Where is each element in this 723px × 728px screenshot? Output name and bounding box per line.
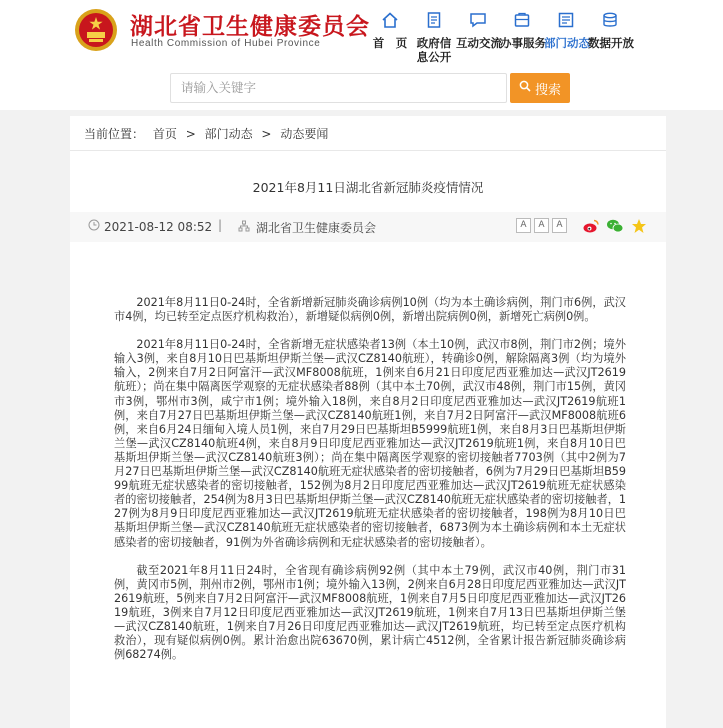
article-date: [88, 219, 212, 234]
news-icon: [544, 8, 588, 32]
nav-dept-news[interactable]: [544, 8, 588, 64]
nav-label: 数据开放: [588, 36, 634, 50]
article-body: [114, 296, 626, 676]
nav-label: 政府信息公开: [416, 36, 452, 64]
source-text: 湖北省卫生健康委员会: [256, 221, 377, 235]
nav-label: 部门动态: [544, 36, 590, 50]
national-emblem-icon[interactable]: [74, 8, 118, 52]
breadcrumb-prefix: 当前位置：: [84, 127, 145, 141]
data-icon: [588, 8, 632, 32]
nav-interaction[interactable]: [456, 8, 500, 64]
share-buttons: [582, 217, 648, 235]
search-bar: [0, 66, 723, 110]
font-size-small-button[interactable]: A: [552, 218, 567, 233]
site-header: [0, 0, 723, 66]
chat-icon: [456, 8, 500, 32]
site-title[interactable]: 湖北省卫生健康委员会: [130, 14, 370, 40]
document-icon: [412, 8, 456, 32]
service-icon: [500, 8, 544, 32]
nav-open-data[interactable]: [588, 8, 632, 64]
search-button-label: 搜索: [534, 82, 561, 98]
search-icon: [519, 80, 531, 96]
article-panel: [70, 116, 666, 728]
nav-label: 办事服务: [500, 36, 546, 50]
breadcrumb-separator: >: [261, 127, 272, 141]
nav-home[interactable]: [368, 8, 412, 64]
nav-services[interactable]: [500, 8, 544, 64]
breadcrumb-home[interactable]: 首页: [152, 127, 177, 141]
weibo-icon[interactable]: [582, 217, 600, 235]
main-nav: [368, 8, 632, 64]
home-icon: [368, 8, 412, 32]
font-size-large-button[interactable]: A: [516, 218, 531, 233]
breadcrumb-news[interactable]: 动态要闻: [280, 127, 329, 141]
org-icon: [238, 220, 250, 235]
article-paragraph: 2021年8月11日0-24时，全省新增新冠肺炎确诊病例10例（均为本土确诊病例，荆门市6例，武汉市4例，均已转至定点医疗机构救治），新增疑似病例0例，新增出院病例0例，新增死亡病例0例。: [114, 296, 626, 324]
font-size-medium-button[interactable]: A: [534, 218, 549, 233]
clock-icon: [88, 219, 100, 234]
breadcrumb-dept-news[interactable]: 部门动态: [204, 127, 253, 141]
breadcrumb-separator: >: [185, 127, 196, 141]
favorite-star-icon[interactable]: [630, 217, 648, 235]
article-title: 2021年8月11日湖北省新冠肺炎疫情情况: [252, 180, 484, 195]
date-text: 2021-08-12 08:52: [104, 219, 213, 234]
breadcrumb: [84, 125, 333, 142]
search-input[interactable]: 请输入关键字: [170, 73, 507, 103]
site-subtitle: Health Commission of Hubei Province: [131, 38, 321, 49]
article-paragraph: 2021年8月11日0-24时，全省新增无症状感染者13例（本土10例，武汉市8例，荆门市2例；境外输入3例，来自8月10日巴基斯坦伊斯兰堡—武汉CZ8140航班），转确诊0例，解除隔离3例（均为境外输入，2例来自7月2日阿富汗—武汉MF8008航班，1例来自6月21日印度尼西亚雅加达—武汉JT2619航班）；尚在集中隔离医学观察的无症状感染者88例（其中本土70例，武汉市48例，荆门市15例，黄冈市3例，鄂州市3例，咸宁市1例；境外输入18例，来自8月2日印度尼西亚雅加达—武汉JT2619航班1例，来自7月27日巴基斯坦伊斯兰堡—武汉CZ8140航班1例，来自7月2日阿富汗—武汉MF8008航班6例，来自6月24日缅甸入境人员1例，来自7月29日巴基斯坦B5999航班1例，来自8月3日巴基斯坦伊斯兰堡—武汉CZ8140航班4例，来自8月9日印度尼西亚雅加达—武汉JT2619航班1例，来自8月10日巴基斯坦伊斯兰堡—武汉CZ8140航班3例）；尚在集中隔离医学观察的密切接触者7703例（其中2例为7月27日巴基斯坦伊斯兰堡—武汉CZ8140航班无症状感染者的密切接触者，6例为7月29日巴基斯坦B5999航班无症状感染者的密切接触者，152例为8月2日印度尼西亚雅加达—武汉JT2619航班无症状感染者的密切接触者，254例为8月3日巴基斯坦伊斯兰堡—武汉CZ8140航班无症状感染者的密切接触者，127例为8月9日印度尼西亚雅加达—武汉JT2619航班无症状感染者的密切接触者，198例为8月10日巴基斯坦伊斯兰堡—武汉CZ8140航班无症状感染者的密切接触者，6873例为本土确诊病例和本土无症状感染者的密切接触者，91例为外省确诊病例和无症状感染者的密切接触者）。: [114, 338, 626, 549]
divider: [70, 150, 666, 151]
nav-label: 首 页: [372, 36, 408, 50]
article-paragraph: 截至2021年8月11日24时，全省现有确诊病例92例（其中本土79例，武汉市40例，荆门市31例，黄冈市5例，荆州市2例，鄂州市1例；境外输入13例，2例来自6月28日印度尼西亚雅加达—武汉JT2619航班，5例来自7月2日阿富汗—武汉MF8008航班，1例来自7月5日印度尼西亚雅加达—武汉JT2619航班，3例来自7月12日印度尼西亚雅加达—武汉JT2619航班，1例来自7月13日巴基斯坦伊斯兰堡—武汉CZ8140航班，1例来自7月26日印度尼西亚雅加达—武汉JT2619航班，均已转至定点医疗机构救治），现有疑似病例0例。累计治愈出院63670例，累计病亡4512例，全省累计报告新冠肺炎确诊病例68274例。: [114, 563, 626, 662]
nav-label: 互动交流: [456, 36, 502, 50]
search-button[interactable]: [510, 73, 570, 103]
meta-separator: |: [218, 218, 223, 232]
font-size-controls: [516, 218, 567, 233]
article-meta: [70, 212, 666, 242]
wechat-icon[interactable]: [606, 217, 624, 235]
article-source: [238, 219, 376, 236]
nav-gov-info[interactable]: [412, 8, 456, 64]
